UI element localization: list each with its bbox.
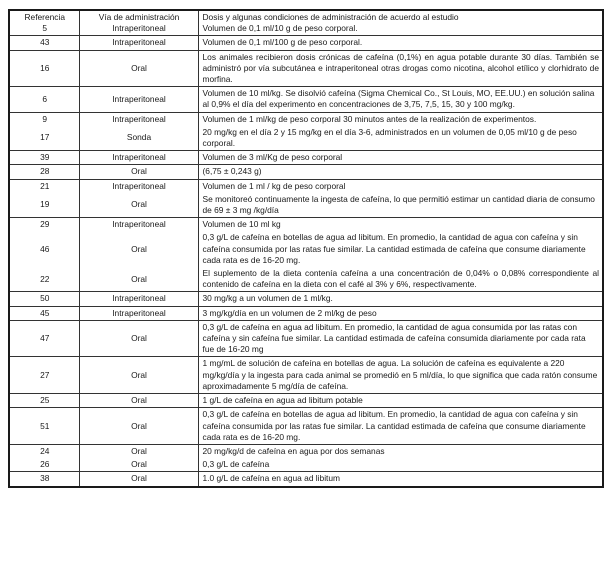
table-row (9, 292, 603, 306)
cell-dosis: Volumen de 10 ml/kg. Se disolvió cafeína (Sigma Chemical Co., St Louis, MO, EE.UU.) en solución salina al 0,9% el día del experimento en concentraciones de 3,75, 7,5, 15, 30 y 100 mg/kg. (198, 87, 603, 112)
table-body (9, 10, 603, 487)
cell-referencia: 28 (9, 165, 79, 179)
table-row (9, 126, 603, 151)
table-row (9, 193, 603, 218)
cell-referencia: 9 (9, 112, 79, 126)
cell-via: Oral (79, 267, 198, 292)
cell-dosis: Volumen de 10 ml kg (198, 218, 603, 232)
cell-via: Intraperitoneal (79, 179, 198, 193)
cell-via: Oral (79, 320, 198, 357)
cell-referencia: 39 (9, 151, 79, 165)
cell-via: Oral (79, 231, 198, 267)
cell-referencia: 29 (9, 218, 79, 232)
table-row (9, 151, 603, 165)
cell-dosis: Volumen de 1 ml / kg de peso corporal (198, 179, 603, 193)
table-row (9, 50, 603, 87)
cell-referencia: 19 (9, 193, 79, 218)
cell-dosis: 0,3 g/L de cafeína en botellas de agua ad libitum. En promedio, la cantidad de agua con cafeína y sin cafeína consumida por las ratas fue similar. La cantidad estimada de cafeína que consume diariamente cada rata es de 16-20 mg. (198, 231, 603, 267)
cell-dosis: 20 mg/kg/d de cafeína en agua por dos semanas (198, 444, 603, 458)
cell-dosis: Volumen de 0,1 ml/100 g de peso corporal. (198, 36, 603, 50)
cell-referencia: 45 (9, 306, 79, 320)
cell-dosis: 0,3 g/L de cafeína en botellas de agua ad libitum. En promedio, la cantidad de agua con cafeína y sin cafeína consumida por las ratas fue similar. La cantidad estimada de cafeína que consume diariamente cada rata es de 16-20 mg. (198, 408, 603, 445)
table-row (9, 472, 603, 487)
cell-via: Oral (79, 357, 198, 394)
table-row (9, 408, 603, 445)
cell-referencia: 27 (9, 357, 79, 394)
cell-dosis: 3 mg/kg/día en un volumen de 2 ml/kg de peso (198, 306, 603, 320)
cell-via: Oral (79, 165, 198, 179)
cell-dosis: 0,3 g/L de cafeína en agua ad libitum. En promedio, la cantidad de agua consumida por las ratas con cafeína y sin cafeína fue similar. La cantidad estimada de cafeína consumida diariamente por cada rata fue de 16-20 mg (198, 320, 603, 357)
column-header-dosis: Dosis y algunas condiciones de administración de acuerdo al estudio (202, 12, 459, 22)
cell-via-header-and-first (79, 10, 198, 36)
cell-dosis: 1.0 g/L de cafeína en agua ad libitum (198, 472, 603, 487)
cell-via: Oral (79, 193, 198, 218)
cell-referencia: 6 (9, 87, 79, 112)
cell-via: Oral (79, 458, 198, 472)
cell-referencia: 46 (9, 231, 79, 267)
cell-referencia-value: 5 (42, 23, 48, 34)
cell-dosis: Se monitoreó continuamente la ingesta de cafeína, lo que permitió estimar un cantidad diaria de consumo de 69 ± 3 mg /kg/día (198, 193, 603, 218)
table-row (9, 306, 603, 320)
cell-referencia: 24 (9, 444, 79, 458)
cell-referencia: 25 (9, 394, 79, 408)
cell-via: Intraperitoneal (79, 306, 198, 320)
cell-via: Intraperitoneal (79, 151, 198, 165)
cell-via-value: Intraperitoneal (112, 23, 166, 34)
table-row (9, 267, 603, 292)
caffeine-dosing-table (8, 9, 604, 488)
table-row (9, 36, 603, 50)
table-row (9, 87, 603, 112)
cell-referencia-header-and-first (9, 10, 79, 36)
table-row (9, 444, 603, 458)
table-row (9, 320, 603, 357)
cell-dosis: Volumen de 1 ml/kg de peso corporal 30 minutos antes de la realización de experimentos. (198, 112, 603, 126)
table-row (9, 458, 603, 472)
table-row (9, 357, 603, 394)
cell-dosis-value: Volumen de 0,1 ml/10 g de peso corporal. (202, 23, 358, 34)
cell-via: Intraperitoneal (79, 87, 198, 112)
table-row (9, 218, 603, 232)
cell-dosis: 30 mg/kg a un volumen de 1 ml/kg. (198, 292, 603, 306)
cell-referencia: 22 (9, 267, 79, 292)
cell-via: Oral (79, 50, 198, 87)
cell-referencia: 43 (9, 36, 79, 50)
cell-via: Intraperitoneal (79, 112, 198, 126)
cell-dosis: Volumen de 3 ml/Kg de peso corporal (198, 151, 603, 165)
table-row (9, 231, 603, 267)
table-row (9, 165, 603, 179)
cell-referencia: 38 (9, 472, 79, 487)
column-header-via-administracion: Vía de administración (98, 12, 180, 22)
cell-referencia: 17 (9, 126, 79, 151)
cell-via: Intraperitoneal (79, 36, 198, 50)
cell-via: Oral (79, 408, 198, 445)
cell-referencia: 51 (9, 408, 79, 445)
cell-dosis: 1 mg/mL de solución de cafeína en botellas de agua. La solución de cafeína es equivalente a 220 mg/kg/día y la ingesta para cada animal se promedió en 5 ml/día, lo que significa que cada ratón consume aproximadamente 5 mg/día de cafeína. (198, 357, 603, 394)
cell-dosis: 0,3 g/L de cafeína (198, 458, 603, 472)
cell-referencia: 26 (9, 458, 79, 472)
cell-referencia: 47 (9, 320, 79, 357)
cell-via: Intraperitoneal (79, 218, 198, 232)
cell-dosis-header-and-first (198, 10, 603, 36)
cell-dosis: Los animales recibieron dosis crónicas de cafeína (0,1%) en agua potable durante 30 días. También se administró por vía subcutánea e intraperitoneal otras drogas como nicotina, alcohol etílico y clorhidrato de morfina. (198, 50, 603, 87)
cell-via: Oral (79, 444, 198, 458)
cell-dosis: 20 mg/kg en el día 2 y 15 mg/kg en el día 3-6, administrados en un volumen de 0,05 ml/10 g de peso corporal. (198, 126, 603, 151)
table-row (9, 179, 603, 193)
table-row-header-and-first (9, 10, 603, 36)
cell-dosis: (6,75 ± 0,243 g) (198, 165, 603, 179)
cell-dosis: 1 g/L de cafeína en agua ad libitum potable (198, 394, 603, 408)
table-row (9, 112, 603, 126)
cell-via: Oral (79, 394, 198, 408)
cell-via: Oral (79, 472, 198, 487)
table-row (9, 394, 603, 408)
cell-referencia: 21 (9, 179, 79, 193)
column-header-referencia: Referencia (24, 12, 65, 22)
cell-via: Intraperitoneal (79, 292, 198, 306)
cell-via: Sonda (79, 126, 198, 151)
cell-dosis: El suplemento de la dieta contenía cafeína a una concentración de 0,04% o 0,08% correspondiente al contenido de cafeína en la dieta con el café al 3% y 6%, respectivamente. (198, 267, 603, 292)
table-container (8, 9, 602, 488)
cell-referencia: 16 (9, 50, 79, 87)
cell-referencia: 50 (9, 292, 79, 306)
